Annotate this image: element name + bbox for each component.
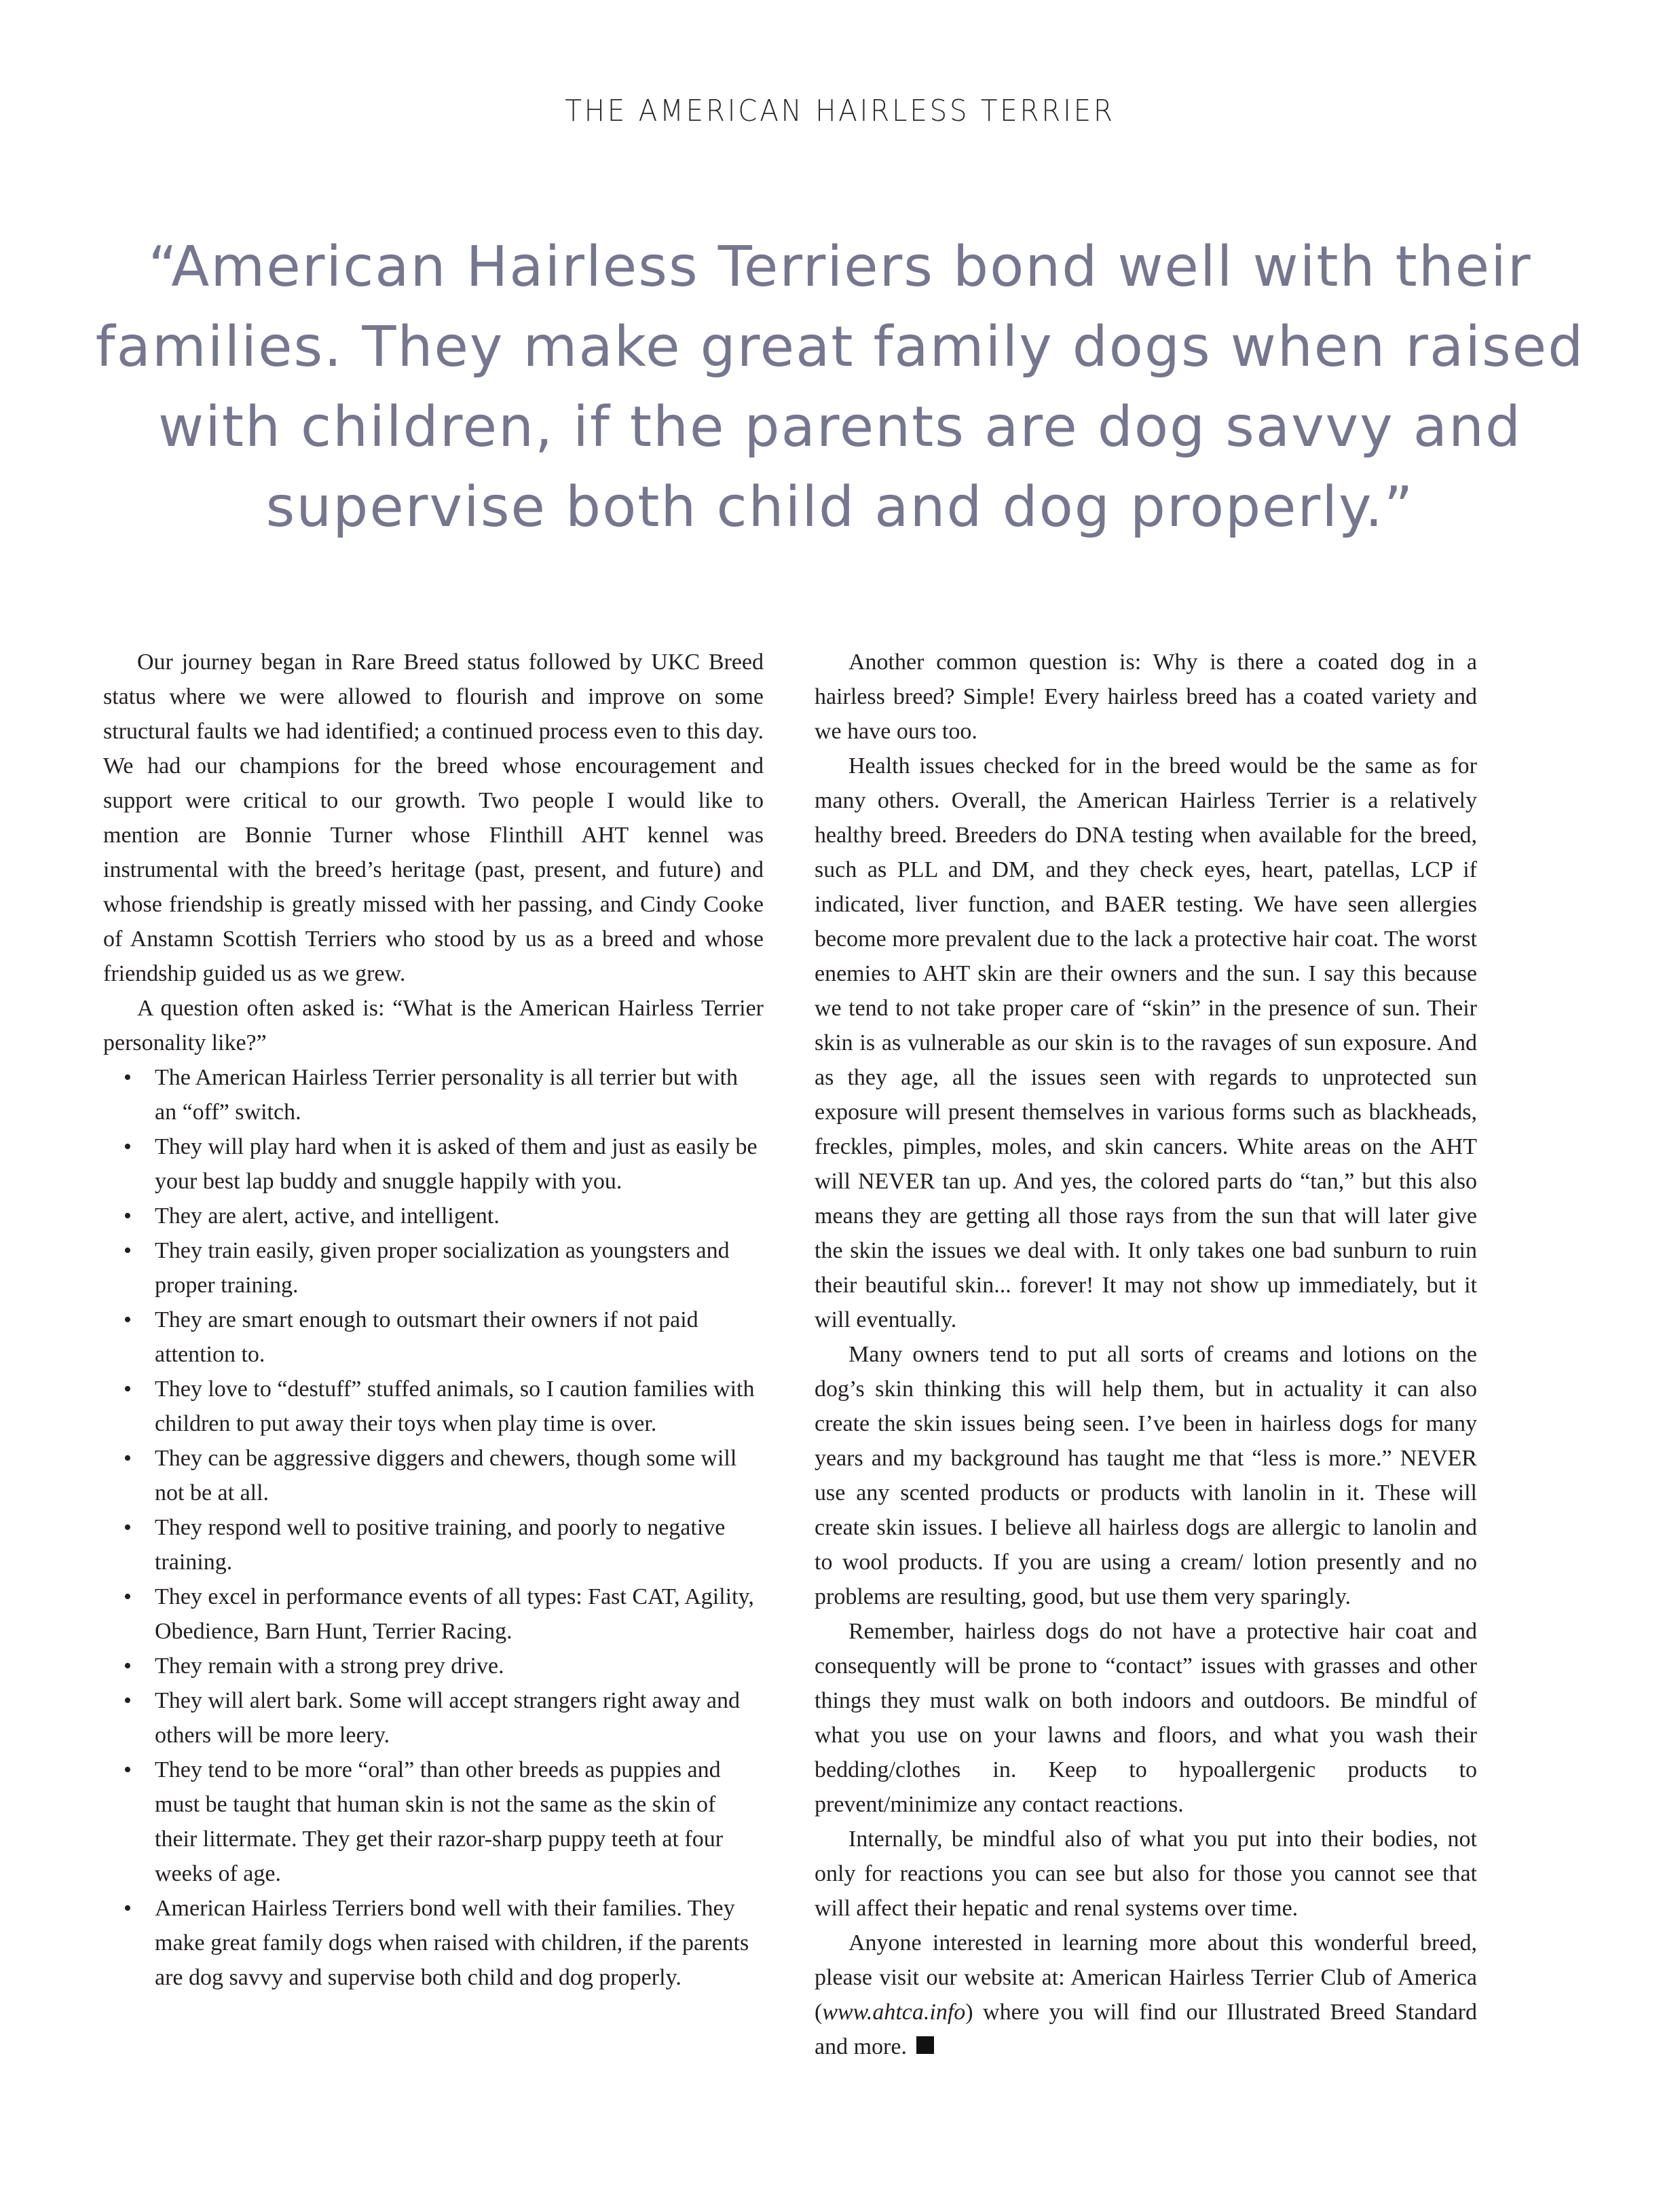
list-item: • They tend to be more “oral” than other breeds as puppies and must be taught that human skin is not the same as the skin of their littermate. They get their razor-sharp puppy teeth at four weeks of age. [103,1753,764,1891]
bullet-icon: • [124,1377,132,1402]
right-column [815,645,1477,2064]
bullet-icon: • [124,1065,132,1090]
bullet-icon: • [124,1896,132,1921]
list-item: • They love to “destuff” stuffed animals, so I caution families with children to put away their toys when play time is over. [103,1372,764,1441]
pull-quote: “American Hairless Terriers bond well with their families. They make great family dogs when raised with children, if the parents are dog savvy and supervise both child and dog properly.” [95,235,1585,540]
list-item: • They are smart enough to outsmart their owners if not paid attention to. [103,1303,764,1372]
list-item: • They excel in performance events of all types: Fast CAT, Agility, Obedience, Barn Hunt, Terrier Racing. [103,1579,764,1649]
body-paragraph: Remember, hairless dogs do not have a protective hair coat and consequently will be prone to “contact” issues with grasses and other things they must walk on both indoors and outdoors. Be mindful of what you use on your lawns and floors, and what you wash their bedding/clothes in. Keep to hypoallergenic products to prevent/minimize any contact reactions. [815,1619,1477,1817]
list-item: • They will alert bark. Some will accept strangers right away and others will be more leery. [103,1683,764,1753]
list-item: • They can be aggressive diggers and chewers, though some will not be at all. [103,1441,764,1510]
personality-list [103,1060,764,1995]
closing-paragraph: Anyone interested in learning more about this wonderful breed, please visit our website at: American Hairless Terrier Club of America (www.ahtca.info) where you will find our Illustrated Breed Standard and more. [815,1930,1477,2059]
list-item: • American Hairless Terriers bond well with their families. They make great family dogs when raised with children, if the parents are dog savvy and supervise both child and dog properly. [103,1891,764,1995]
bullet-icon: • [124,1688,132,1713]
body-paragraph: Our journey began in Rare Breed status followed by UKC Breed status where we were allowed to flourish and improve on some structural faults we had identified; a continued process even to this day. We had our champions for the breed whose encouragement and support were critical to our growth. Two people I would like to mention are Bonnie Turner whose Flinthill AHT kennel was instrumental with the breed’s heritage (past, present, and future) and whose friendship is greatly missed with her passing, and Cindy Cooke of Anstamn Scottish Terriers who stood by us as a breed and whose friendship guided us as we grew. [103,650,764,986]
bullet-icon: • [124,1238,132,1263]
list-item: • They remain with a strong prey drive. [103,1649,764,1683]
list-item: • They are alert, active, and intelligent. [103,1199,764,1233]
bullet-icon: • [124,1203,132,1229]
bullet-icon: • [124,1584,132,1609]
end-mark-icon [916,2036,934,2054]
running-head: THE AMERICAN HAIRLESS TERRIER [565,94,1115,128]
body-paragraph: Health issues checked for in the breed would be the same as for many others. Overall, the American Hairless Terrier is a relatively healthy breed. Breeders do DNA testing when available for the breed, such as PLL and DM, and they check eyes, heart, patellas, LCP if indicated, liver function, and BAER testing. We have seen allergies become more prevalent due to the lack a protective hair coat. The worst enemies to AHT skin are their owners and the sun. I say this because we tend to not take proper care of “skin” in the presence of sun. Their skin is as vulnerable as our skin is to the ravages of sun exposure. And as they age, all the issues seen with regards to unprotected sun exposure will present themselves in various forms such as blackheads, freckles, pimples, moles, and skin cancers. White areas on the AHT will NEVER tan up. And yes, the colored parts do “tan,” but this also means they are getting all those rays from the sun that will later give the skin the issues we deal with. It only takes one bad sunburn to ruin their beautiful skin... forever! It may not show up immediately, but it will eventually. [815,753,1477,1332]
list-item: • They will play hard when it is asked of them and just as easily be your best lap buddy and snuggle happily with you. [103,1129,764,1199]
body-paragraph: Many owners tend to put all sorts of creams and lotions on the dog’s skin thinking this will help them, but in actuality it can also create the skin issues being seen. I’ve been in hairless dogs for many years and my background has taught me that “less is more.” NEVER use any scented products or products with lanolin in it. These will create skin issues. I believe all hairless dogs are allergic to lanolin and to wool products. If you are using a cream/ lotion presently and no problems are resulting, good, but use them very sparingly. [815,1342,1477,1609]
body-paragraph: Another common question is: Why is there a coated dog in a hairless breed? Simple! Every hairless breed has a coated variety and we have ours too. [815,650,1477,744]
bullet-icon: • [124,1446,132,1471]
left-column [103,645,764,1995]
list-item: • The American Hairless Terrier personality is all terrier but with an “off” switch. [103,1060,764,1129]
bullet-icon: • [124,1653,132,1679]
bullet-icon: • [124,1515,132,1540]
bullet-icon: • [124,1134,132,1159]
body-paragraph: A question often asked is: “What is the American Hairless Terrier personality like?” [103,996,764,1055]
list-item: • They train easily, given proper socialization as youngsters and proper training. [103,1233,764,1303]
list-item: • They respond well to positive training, and poorly to negative training. [103,1510,764,1579]
bullet-icon: • [124,1757,132,1782]
bullet-icon: • [124,1307,132,1332]
body-paragraph: Internally, be mindful also of what you put into their bodies, not only for reactions you can see but also for those you cannot see that will affect their hepatic and renal systems over time. [815,1827,1477,1921]
website-link[interactable]: www.ahtca.info [822,2000,966,2025]
